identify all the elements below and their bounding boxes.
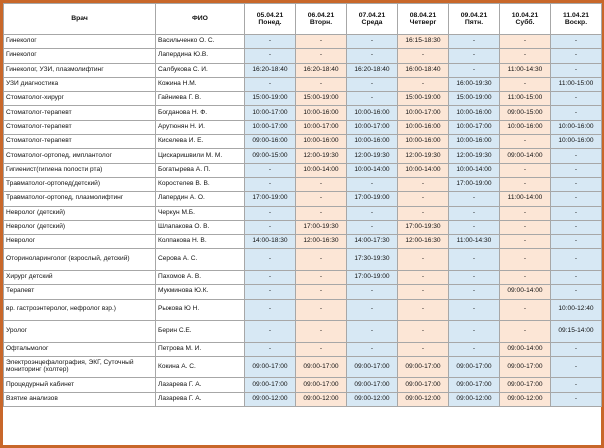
doctor-cell: Терапевт (4, 285, 156, 299)
table-row (4, 321, 602, 343)
time-cell: 10:00-16:00 (398, 135, 449, 149)
time-cell: - (398, 299, 449, 321)
name-cell: Кожина Н.М. (156, 77, 245, 91)
header-day (347, 4, 398, 35)
time-cell: - (551, 63, 602, 77)
doctor-cell: Хирург детский (4, 270, 156, 284)
name-cell: Богатырева А. П. (156, 163, 245, 177)
time-cell: 11:00-14:00 (500, 192, 551, 206)
time-cell: - (245, 35, 296, 49)
time-cell: - (449, 270, 500, 284)
time-cell: 16:20-18:40 (296, 63, 347, 77)
time-cell: 09:00-17:00 (245, 378, 296, 392)
time-cell: 10:00-16:00 (500, 120, 551, 134)
time-cell: - (500, 270, 551, 284)
time-cell: 14:00-18:30 (245, 235, 296, 249)
table-row (4, 342, 602, 356)
name-cell: Гайниева Г. В. (156, 92, 245, 106)
time-cell: - (449, 299, 500, 321)
name-cell: Киселева И. Е. (156, 135, 245, 149)
time-cell: 09:00-15:00 (245, 149, 296, 163)
time-cell: - (551, 392, 602, 406)
time-cell: - (551, 342, 602, 356)
table-row (4, 77, 602, 91)
time-cell: - (551, 149, 602, 163)
name-cell: Колпакова Н. В. (156, 235, 245, 249)
doctor-cell: Оториноларинголог (взрослый, детский) (4, 249, 156, 271)
time-cell: - (551, 356, 602, 378)
time-cell: - (500, 135, 551, 149)
time-cell: 12:00-16:30 (398, 235, 449, 249)
time-cell: - (245, 77, 296, 91)
time-cell: - (551, 285, 602, 299)
time-cell: - (296, 299, 347, 321)
time-cell: - (347, 206, 398, 220)
time-cell: - (449, 220, 500, 234)
table-row (4, 356, 602, 378)
doctor-cell: Стоматолог-хирург (4, 92, 156, 106)
name-cell: Арутюнян Н. И. (156, 120, 245, 134)
time-cell: - (398, 321, 449, 343)
time-cell: 10:00-12:40 (551, 299, 602, 321)
time-cell: 12:00-19:30 (347, 149, 398, 163)
doctor-cell: Уролог (4, 321, 156, 343)
time-cell: - (398, 342, 449, 356)
time-cell: - (551, 249, 602, 271)
time-cell: 17:00-19:30 (296, 220, 347, 234)
time-cell: 09:00-16:00 (245, 135, 296, 149)
header-day (245, 4, 296, 35)
time-cell: 10:00-14:00 (347, 163, 398, 177)
time-cell: 10:00-17:00 (449, 120, 500, 134)
time-cell: - (449, 249, 500, 271)
time-cell: 10:00-14:00 (296, 163, 347, 177)
time-cell: 10:00-16:00 (296, 106, 347, 120)
schedule-frame (3, 3, 601, 445)
header-weekday: Понед. (258, 19, 282, 26)
header-date: 07.04.21 (358, 11, 386, 19)
time-cell: 09:00-17:00 (449, 378, 500, 392)
header-date: 09.04.21 (460, 11, 488, 19)
table-row (4, 49, 602, 63)
time-cell: 10:00-16:00 (347, 135, 398, 149)
time-cell: 09:00-12:00 (449, 392, 500, 406)
time-cell: 09:00-17:00 (449, 356, 500, 378)
time-cell: - (347, 299, 398, 321)
time-cell: - (347, 49, 398, 63)
header-date: 11.04.21 (562, 11, 590, 19)
time-cell: - (551, 206, 602, 220)
time-cell: 17:00-19:30 (398, 220, 449, 234)
time-cell: 15:00-19:00 (245, 92, 296, 106)
time-cell: 10:00-16:00 (296, 135, 347, 149)
name-cell: Салбукова С. И. (156, 63, 245, 77)
time-cell: 16:15-18:30 (398, 35, 449, 49)
table-row (4, 120, 602, 134)
doctor-cell: Стоматолог-терапевт (4, 135, 156, 149)
table-row (4, 299, 602, 321)
time-cell: 10:00-16:00 (449, 106, 500, 120)
header-date: 08.04.21 (409, 11, 437, 19)
time-cell: - (551, 220, 602, 234)
name-cell: Мукминова Ю.К. (156, 285, 245, 299)
time-cell: - (500, 299, 551, 321)
time-cell: - (500, 177, 551, 191)
time-cell: 12:00-19:30 (296, 149, 347, 163)
table-row (4, 378, 602, 392)
time-cell: 10:00-14:00 (449, 163, 500, 177)
doctor-cell: Гигиенист(гигиена полости рта) (4, 163, 156, 177)
time-cell: 10:00-16:00 (347, 106, 398, 120)
time-cell: - (449, 63, 500, 77)
time-cell: 09:00-12:00 (500, 392, 551, 406)
time-cell: - (245, 163, 296, 177)
name-cell: Богданова Н. Ф. (156, 106, 245, 120)
time-cell: - (245, 177, 296, 191)
table-row (4, 285, 602, 299)
time-cell: - (551, 49, 602, 63)
time-cell: - (500, 249, 551, 271)
header-day (296, 4, 347, 35)
header-row (4, 4, 602, 35)
header-day (500, 4, 551, 35)
time-cell: - (551, 106, 602, 120)
time-cell: 09:00-14:00 (500, 285, 551, 299)
table-row (4, 149, 602, 163)
doctor-cell: УЗИ диагностика (4, 77, 156, 91)
header-day (398, 4, 449, 35)
doctor-cell: Стоматолог-терапевт (4, 106, 156, 120)
time-cell: - (500, 206, 551, 220)
time-cell: 09:00-17:00 (296, 378, 347, 392)
time-cell: - (398, 270, 449, 284)
doctor-cell: Гинеколог (4, 35, 156, 49)
table-row (4, 270, 602, 284)
time-cell: - (296, 77, 347, 91)
time-cell: - (398, 249, 449, 271)
header-date: 10.04.21 (511, 11, 539, 19)
time-cell: 15:00-19:00 (296, 92, 347, 106)
header-weekday: Воскр. (564, 19, 588, 26)
doctor-cell: Гинеколог (4, 49, 156, 63)
time-cell: 11:00-15:00 (551, 77, 602, 91)
time-cell: 09:00-17:00 (398, 378, 449, 392)
doctor-cell: Невролог (4, 235, 156, 249)
time-cell: - (296, 285, 347, 299)
time-cell: - (551, 35, 602, 49)
time-cell: 09:00-12:00 (347, 392, 398, 406)
doctor-cell: Невролог (детский) (4, 220, 156, 234)
time-cell: 09:00-17:00 (347, 356, 398, 378)
time-cell: 09:00-17:00 (296, 356, 347, 378)
time-cell: - (398, 192, 449, 206)
time-cell: - (245, 220, 296, 234)
header-weekday: Пятн. (464, 19, 484, 26)
name-cell: Черкун М.Б. (156, 206, 245, 220)
table-row (4, 220, 602, 234)
name-cell: Кокина А. С. (156, 356, 245, 378)
time-cell: - (449, 285, 500, 299)
table-row (4, 235, 602, 249)
name-cell: Петрова М. И. (156, 342, 245, 356)
header-weekday: Вторн. (309, 19, 333, 26)
doctor-cell: Офтальмолог (4, 342, 156, 356)
time-cell: 10:00-17:00 (245, 106, 296, 120)
time-cell: - (551, 192, 602, 206)
time-cell: - (551, 163, 602, 177)
time-cell: 09:00-14:00 (500, 342, 551, 356)
time-cell: - (449, 192, 500, 206)
time-cell: 10:00-14:00 (398, 163, 449, 177)
time-cell: - (245, 285, 296, 299)
name-cell: Рыжова Ю Н. (156, 299, 245, 321)
time-cell: - (500, 49, 551, 63)
time-cell: 10:00-17:00 (347, 120, 398, 134)
time-cell: - (449, 206, 500, 220)
name-cell: Лазарева Г. А. (156, 392, 245, 406)
time-cell: 17:00-19:00 (245, 192, 296, 206)
time-cell: - (296, 192, 347, 206)
time-cell: - (245, 49, 296, 63)
time-cell: 09:00-15:00 (500, 106, 551, 120)
time-cell: - (551, 270, 602, 284)
time-cell: 16:20-18:40 (347, 63, 398, 77)
header-day (551, 4, 602, 35)
schedule-body (4, 35, 602, 407)
time-cell: - (449, 35, 500, 49)
time-cell: - (296, 270, 347, 284)
time-cell: - (500, 163, 551, 177)
time-cell: 10:00-16:00 (398, 120, 449, 134)
time-cell: 16:00-18:40 (398, 63, 449, 77)
name-cell: Серова А. С. (156, 249, 245, 271)
time-cell: - (296, 249, 347, 271)
time-cell: 11:00-14:30 (449, 235, 500, 249)
header-date: 06.04.21 (307, 11, 335, 19)
schedule-table (3, 3, 602, 407)
time-cell: - (347, 220, 398, 234)
time-cell: 09:00-17:00 (500, 378, 551, 392)
name-cell: Шлапакова О. В. (156, 220, 245, 234)
time-cell: - (347, 77, 398, 91)
time-cell: - (245, 249, 296, 271)
name-cell: Лазарева Г. А. (156, 378, 245, 392)
time-cell: - (449, 49, 500, 63)
time-cell: 12:00-19:30 (398, 149, 449, 163)
name-cell: Берин С.Е. (156, 321, 245, 343)
time-cell: - (551, 92, 602, 106)
time-cell: 09:00-12:00 (296, 392, 347, 406)
table-row (4, 92, 602, 106)
time-cell: 10:00-16:00 (449, 135, 500, 149)
time-cell: 17:30-19:30 (347, 249, 398, 271)
time-cell: - (551, 235, 602, 249)
time-cell: - (245, 206, 296, 220)
time-cell: 12:00-16:30 (296, 235, 347, 249)
time-cell: 09:00-17:00 (500, 356, 551, 378)
doctor-cell: Гинеколог, УЗИ, плазмолифтинг (4, 63, 156, 77)
time-cell: 15:00-19:00 (398, 92, 449, 106)
time-cell: - (347, 35, 398, 49)
time-cell: - (347, 177, 398, 191)
time-cell: 15:00-19:00 (449, 92, 500, 106)
time-cell: 09:00-17:00 (347, 378, 398, 392)
doctor-cell: Стоматолог-ортопед, имплантолог (4, 149, 156, 163)
doctor-cell: Травматолог-ортопед(детский) (4, 177, 156, 191)
time-cell: 16:20-18:40 (245, 63, 296, 77)
time-cell: - (551, 378, 602, 392)
time-cell: - (245, 321, 296, 343)
header-weekday: Субб. (515, 19, 535, 26)
time-cell: - (500, 321, 551, 343)
time-cell: 10:00-17:00 (245, 120, 296, 134)
header-weekday: Среда (361, 19, 383, 26)
time-cell: 11:00-14:30 (500, 63, 551, 77)
time-cell: 10:00-17:00 (398, 106, 449, 120)
time-cell: - (347, 285, 398, 299)
time-cell: 09:00-12:00 (398, 392, 449, 406)
doctor-cell: Электроэнцефалография, ЭКГ, Суточный мониторинг (холтер) (4, 356, 156, 378)
table-row (4, 177, 602, 191)
time-cell: 09:15-14:00 (551, 321, 602, 343)
header-date: 05.04.21 (256, 11, 284, 19)
time-cell: 16:00-19:30 (449, 77, 500, 91)
time-cell: - (449, 342, 500, 356)
table-row (4, 249, 602, 271)
table-row (4, 35, 602, 49)
doctor-cell: Процедурный кабинет (4, 378, 156, 392)
time-cell: 17:00-19:00 (449, 177, 500, 191)
time-cell: - (245, 299, 296, 321)
time-cell: 10:00-16:00 (551, 120, 602, 134)
header-weekday: Четверг (409, 19, 437, 26)
time-cell: - (500, 77, 551, 91)
time-cell: - (347, 321, 398, 343)
header-name: ФИО (156, 4, 245, 35)
time-cell: 17:00-19:00 (347, 270, 398, 284)
time-cell: - (398, 285, 449, 299)
table-row (4, 192, 602, 206)
time-cell: - (296, 177, 347, 191)
time-cell: - (398, 77, 449, 91)
doctor-cell: Травматолог-ортопед, плазмолифтинг (4, 192, 156, 206)
name-cell: Коростелев В. В. (156, 177, 245, 191)
time-cell: - (296, 321, 347, 343)
name-cell: Цискаришвили М. М. (156, 149, 245, 163)
time-cell: - (398, 206, 449, 220)
time-cell: - (347, 342, 398, 356)
time-cell: - (296, 342, 347, 356)
time-cell: 17:00-19:00 (347, 192, 398, 206)
time-cell: - (449, 321, 500, 343)
header-doctor: Врач (4, 4, 156, 35)
time-cell: - (500, 35, 551, 49)
doctor-cell: Взятие анализов (4, 392, 156, 406)
time-cell: - (296, 35, 347, 49)
table-row (4, 163, 602, 177)
time-cell: 14:00-17:30 (347, 235, 398, 249)
time-cell: - (551, 177, 602, 191)
name-cell: Лапердин А. О. (156, 192, 245, 206)
table-row (4, 63, 602, 77)
time-cell: - (347, 92, 398, 106)
time-cell: - (500, 220, 551, 234)
time-cell: 09:00-17:00 (398, 356, 449, 378)
table-row (4, 206, 602, 220)
table-row (4, 135, 602, 149)
doctor-cell: Невролог (детский) (4, 206, 156, 220)
time-cell: - (500, 235, 551, 249)
name-cell: Васильченко О. С. (156, 35, 245, 49)
time-cell: 12:00-19:30 (449, 149, 500, 163)
name-cell: Лапердина Ю.В. (156, 49, 245, 63)
time-cell: 09:00-12:00 (245, 392, 296, 406)
table-row (4, 392, 602, 406)
name-cell: Пахомов А. В. (156, 270, 245, 284)
time-cell: 10:00-17:00 (296, 120, 347, 134)
time-cell: - (245, 270, 296, 284)
time-cell: - (296, 49, 347, 63)
time-cell: 10:00-16:00 (551, 135, 602, 149)
table-row (4, 106, 602, 120)
time-cell: - (296, 206, 347, 220)
doctor-cell: Стоматолог-терапевт (4, 120, 156, 134)
doctor-cell: вр. гастроэнтеролог, нефролог взр.) (4, 299, 156, 321)
time-cell: 11:00-15:00 (500, 92, 551, 106)
time-cell: 09:00-14:00 (500, 149, 551, 163)
time-cell: - (398, 49, 449, 63)
header-day (449, 4, 500, 35)
time-cell: - (245, 342, 296, 356)
time-cell: - (398, 177, 449, 191)
time-cell: 09:00-17:00 (245, 356, 296, 378)
